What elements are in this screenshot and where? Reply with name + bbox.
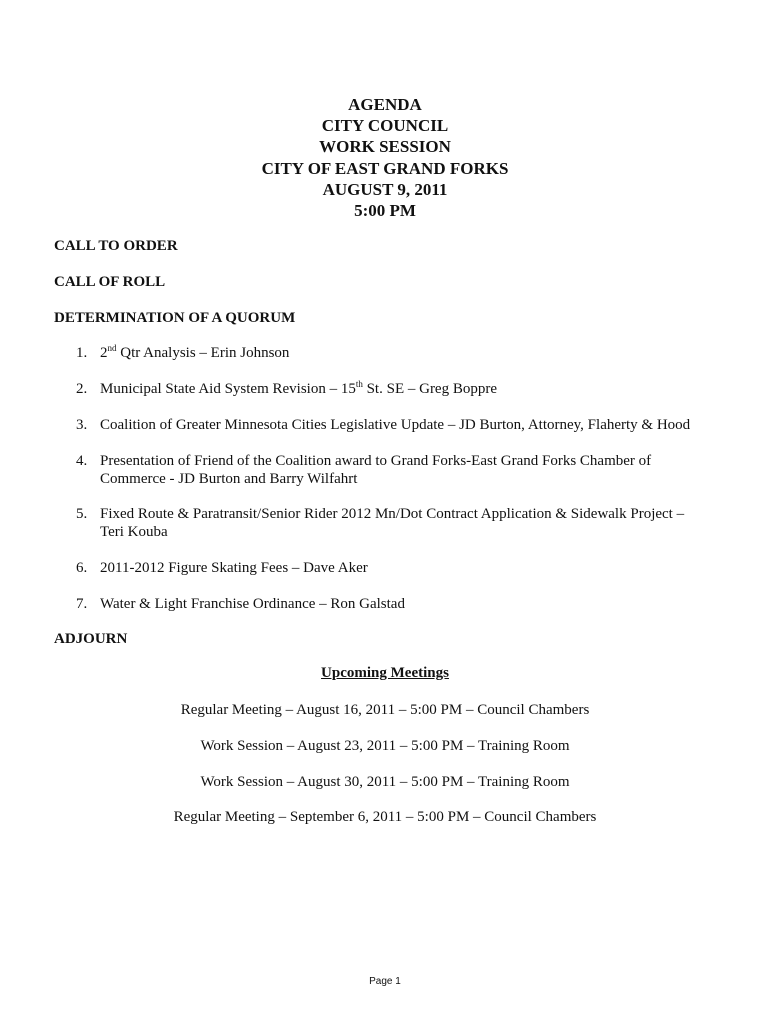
agenda-item-5 [76,505,716,541]
title-line-work-session: WORK SESSION [319,137,451,157]
heading-call-to-order: CALL TO ORDER [54,238,178,254]
agenda-item-text: 2nd Qtr Analysis – Erin Johnson [100,343,290,361]
agenda-item-3 [76,416,716,434]
agenda-item-text: Municipal State Aid System Revision – 15th St. SE – Greg Boppre [100,379,498,397]
heading-quorum: DETERMINATION OF A QUORUM [54,310,296,326]
heading-adjourn: ADJOURN [54,631,128,647]
title-line-date: AUGUST 9, 2011 [322,179,448,199]
agenda-item-number: 3. [76,417,88,433]
page-number-footer: Page 1 [369,976,401,987]
upcoming-meeting-1: Regular Meeting – August 16, 2011 – 5:00 PM – Council Chambers [180,702,590,718]
agenda-item-number: 1. [76,345,88,361]
agenda-item-7 [76,595,716,613]
agenda-item-text: Presentation of Friend of the Coalition award to Grand Forks-East Grand Forks Chamber of Commerce - JD Burton and Barry Wilfahrt [100,453,652,487]
agenda-item-2 [76,380,716,398]
agenda-item-number: 6. [76,560,88,576]
title-line-agenda: AGENDA [348,95,422,114]
upcoming-meeting-4: Regular Meeting – September 6, 2011 – 5:00 PM – Council Chambers [173,809,597,825]
heading-call-of-roll: CALL OF ROLL [54,274,166,290]
agenda-item-1 [76,344,716,362]
title-line-city-council: CITY COUNCIL [321,116,449,136]
agenda-item-number: 2. [76,381,88,397]
title-line-city-name: CITY OF EAST GRAND FORKS [261,158,509,178]
upcoming-meeting-2: Work Session – August 23, 2011 – 5:00 PM – Training Room [200,738,570,754]
agenda-item-6 [76,559,716,577]
agenda-title-block [0,94,770,221]
title-line-time: 5:00 PM [354,201,416,221]
agenda-item-number: 4. [76,453,88,469]
agenda-item-text: 2011-2012 Figure Skating Fees – Dave Aker [100,560,368,576]
agenda-item-text: Water & Light Franchise Ordinance – Ron Galstad [100,596,405,612]
agenda-item-text: Fixed Route & Paratransit/Senior Rider 2012 Mn/Dot Contract Application & Sidewalk Project – Teri Kouba [100,506,685,540]
agenda-item-text: Coalition of Greater Minnesota Cities Legislative Update – JD Burton, Attorney, Flaherty & Hood [100,417,691,433]
agenda-item-4 [76,452,716,488]
upcoming-meeting-3: Work Session – August 30, 2011 – 5:00 PM – Training Room [200,774,570,790]
agenda-item-number: 5. [76,506,88,522]
agenda-item-number: 7. [76,596,88,612]
upcoming-meetings-title: Upcoming Meetings [321,665,449,681]
